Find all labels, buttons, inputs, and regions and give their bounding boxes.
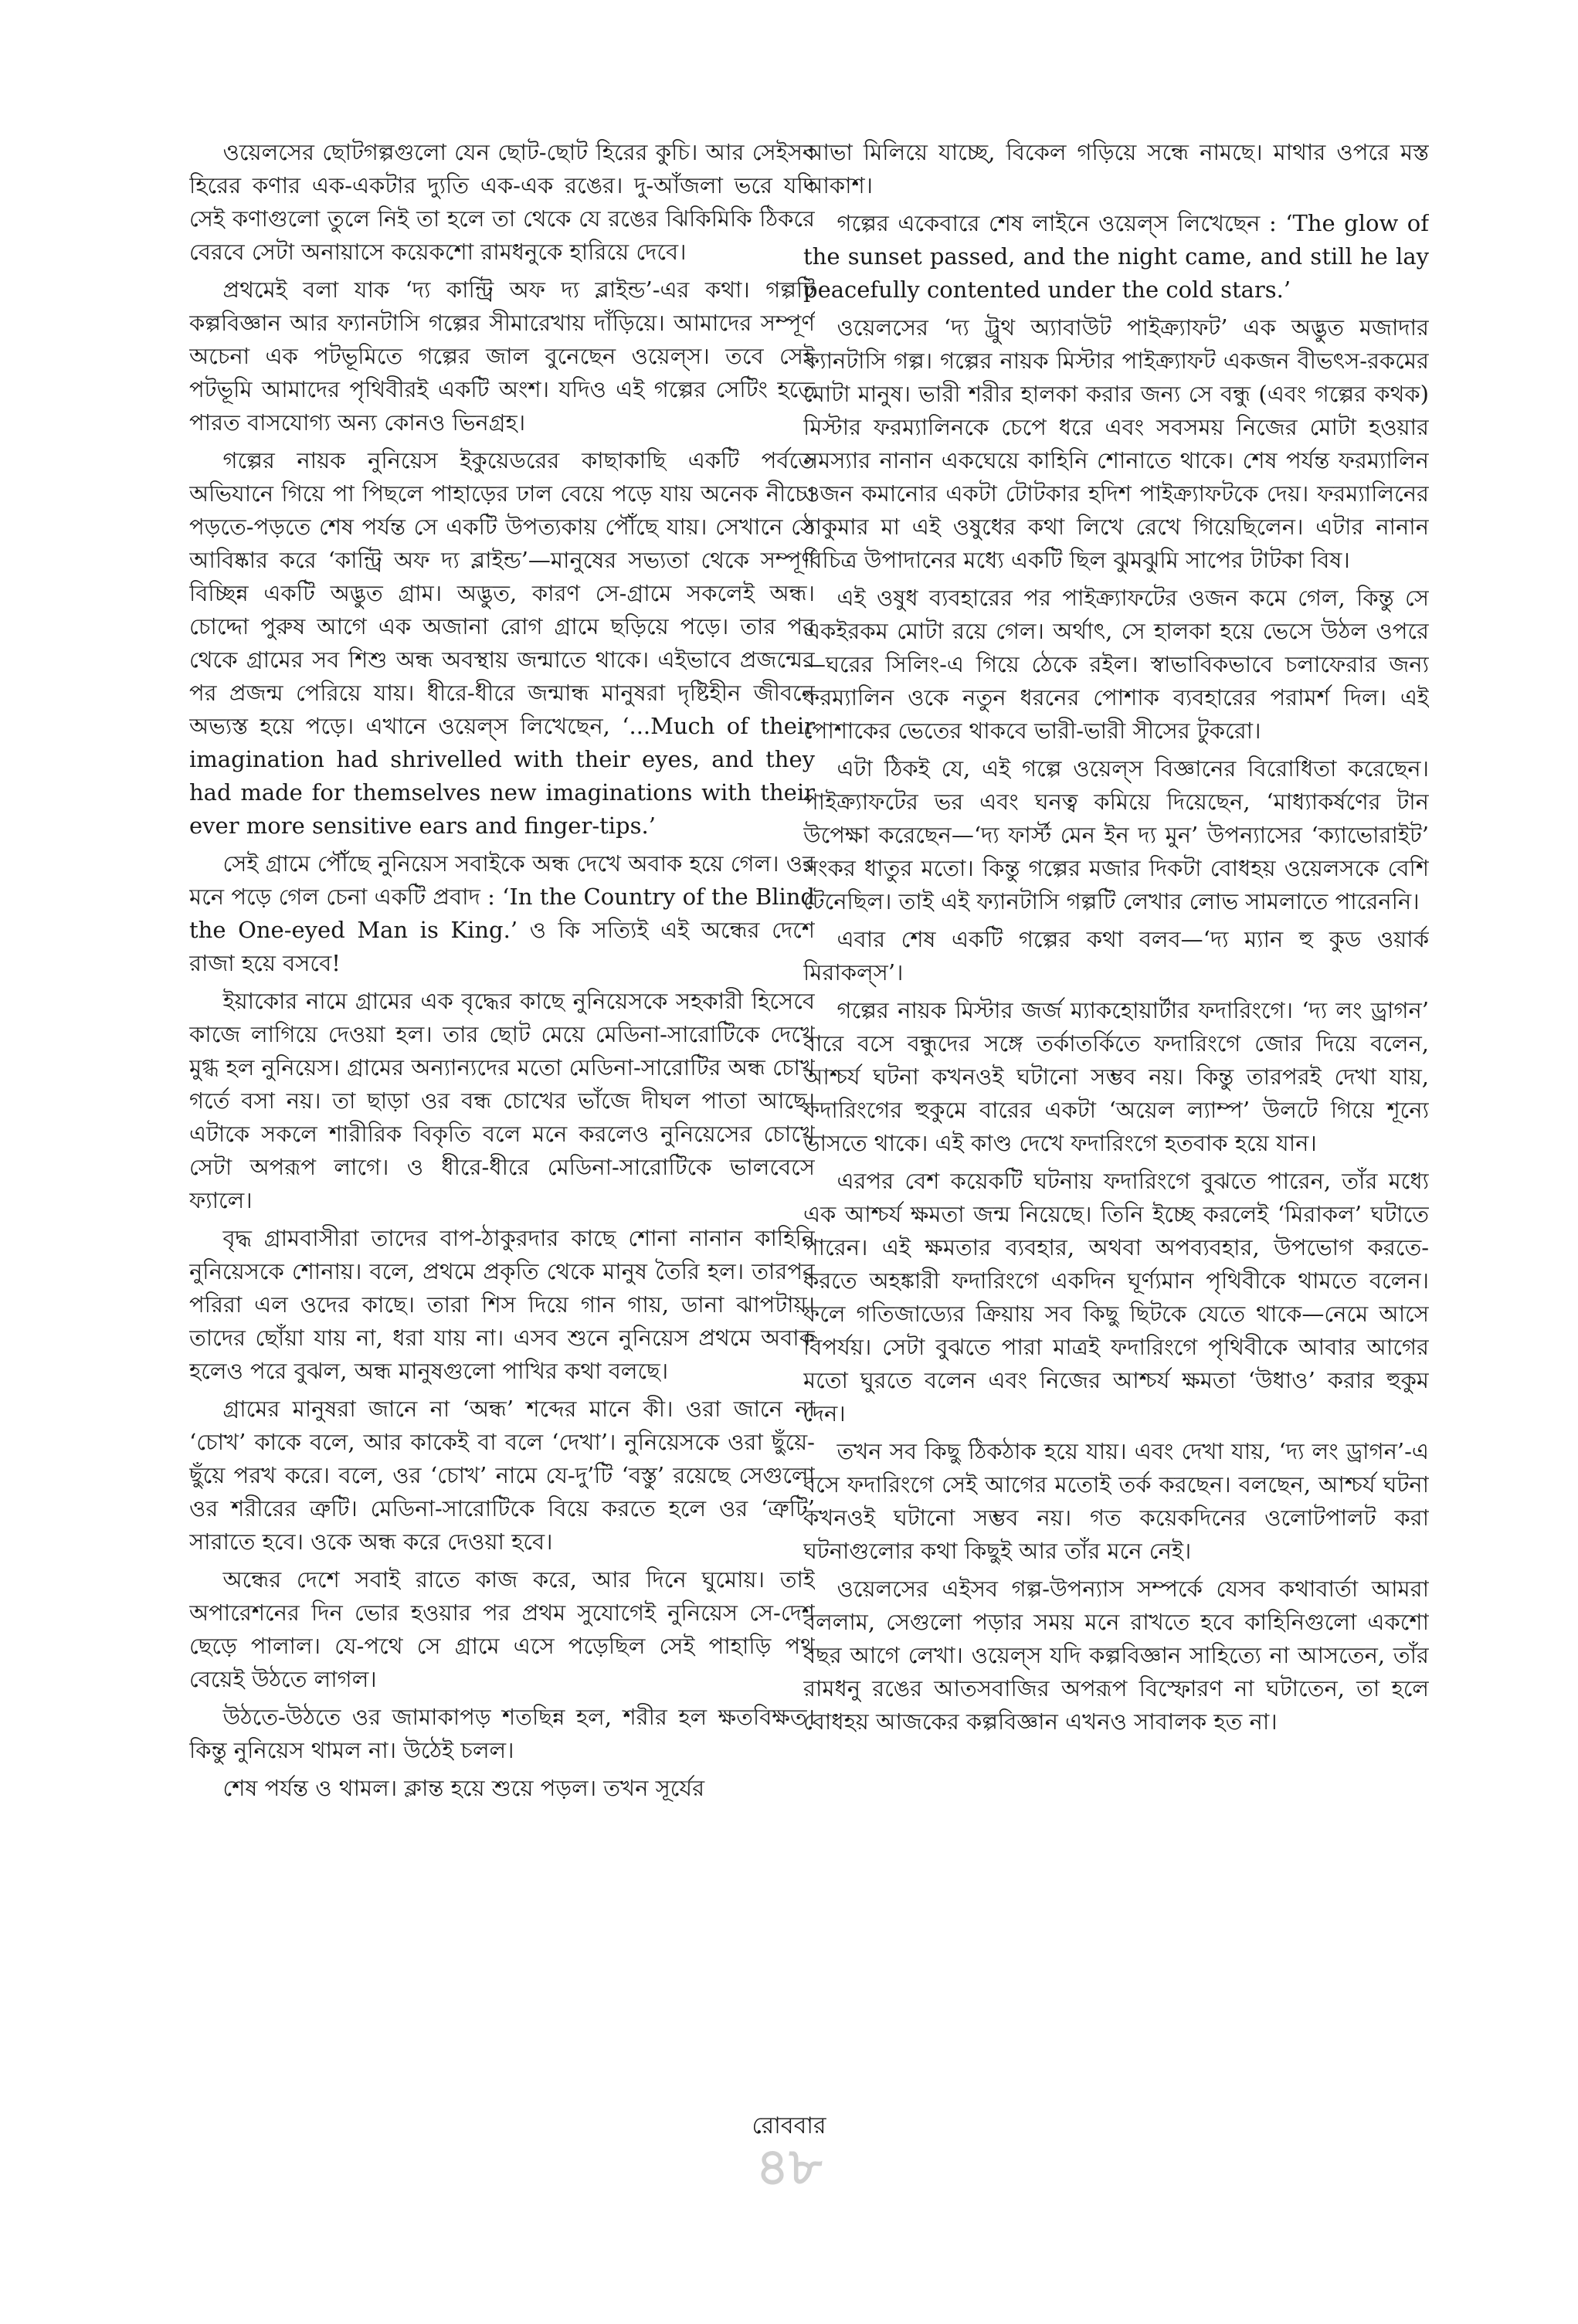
paragraph: এটা ঠিকই যে, এই গল্পে ওয়েল্স বিজ্ঞানের বিরোধিতা করেছেন। পাইক্র্যাফটের ভর এবং ঘনত্ব কমিয়ে দিয়েছেন, ‘মাধ্যাকর্ষণের টান উপেক্ষা করেছেন—‘দ্য ফার্স্ট মেন ইন দ্য মুন’ উপন্যাসের ‘ক্যাভোরাইট’ সংকর ধাতুর মতো। কিন্তু গল্পের মজার দিকটা বোধহয় ওয়েলসকে বেশি টেনেছিল। তাই এই ফ্যানটাসি গল্পটি লেখার লোভ সামলাতে পারেননি। [803,755,1429,914]
paragraph: অন্ধের দেশে সবাই রাতে কাজ করে, আর দিনে ঘুমোয়। তাই অপারেশনের দিন ভোর হওয়ার পর প্রথম সুযোগেই নুনিয়েস সে-দেশ ছেড়ে পালাল। যে-পথে সে গ্রামে এসে পড়েছিল সেই পাহাড়ি পথ বেয়েই উঠতে লাগল। [189,1566,815,1692]
left-column [189,136,815,2020]
paragraph: গল্পের একেবারে শেষ লাইনে ওয়েল্স লিখেছেন : ‘The glow of the sunset passed, and the night came, and still he lay peacefully contented under the cold stars.’ [803,210,1429,303]
paragraph: শেষ পর্যন্ত ও থামল। ক্লান্ত হয়ে শুয়ে পড়ল। তখন সূর্যের [222,1775,705,1801]
paragraph: ওয়েলসের ‘দ্য ট্রুথ অ্যাবাউট পাইক্র্যাফট’ এক অদ্ভুত মজাদার ফ্যানটাসি গল্প। গল্পের নায়ক মিস্টার পাইক্র্যাফট একজন বীভৎস-রকমের মোটা মানুষ। ভারী শরীর হালকা করার জন্য সে বন্ধু (এবং গল্পের কথক) মিস্টার ফরম্যালিনকে চেপে ধরে এবং সবসময় নিজের মোটা হওয়ার সমস্যার নানান একঘেয়ে কাহিনি শোনাতে থাকে। শেষ পর্যন্ত ফরম্যালিন ওজন কমানোর একটা টোটকার হদিশ পাইক্র্যাফটকে দেয়। ফরম্যালিনের ঠাকুমার মা এই ওষুধের কথা লিখে রেখে গিয়েছিলেন। এটার নানান বিচিত্র উপাদানের মধ্যে একটি ছিল ঝুমঝুমি সাপের টাটকা বিষ। [803,314,1429,573]
magazine-name: রোববার [752,2112,826,2139]
paragraph: গল্পের নায়ক নুনিয়েস ইকুয়েডরের কাছাকাছি একটি পর্বতে অভিযানে গিয়ে পা পিছলে পাহাড়ের ঢাল বেয়ে পড়ে যায় অনেক নীচে। পড়তে-পড়তে শেষ পর্যন্ত সে একটি উপত্যকায় পৌঁছে যায়। সেখানে সে আবিষ্কার করে ‘কান্ট্রি অফ দ্য ব্লাইন্ড’—মানুষের সভ্যতা থেকে সম্পূর্ণ বিচ্ছিন্ন একটি অদ্ভুত গ্রাম। অদ্ভুত, কারণ সে-গ্রামে সকলেই অন্ধ। চোদ্দো পুরুষ আগে এক অজানা রোগ গ্রামে ছড়িয়ে পড়ে। তার পর থেকে গ্রামের সব শিশু অন্ধ অবস্থায় জন্মাতে থাকে। এইভাবে প্রজন্মের পর প্রজন্ম পেরিয়ে যায়। ধীরে-ধীরে জন্মান্ধ মানুষরা দৃষ্টিহীন জীবনে অভ্যস্ত হয়ে পড়ে। এখানে ওয়েল্স লিখেছেন, ‘...Much of their imagination had shrivelled with their eyes, and they had made for themselves new imaginations with their ever more sensitive ears and finger-tips.’ [189,447,815,839]
paragraph: উঠতে-উঠতে ওর জামাকাপড় শতছিন্ন হল, শরীর হল ক্ষতবিক্ষত। কিন্তু নুনিয়েস থামল না। উঠেই চলল। [189,1704,815,1763]
paragraph: এবার শেষ একটি গল্পের কথা বলব—‘দ্য ম্যান হু কুড ওয়ার্ক মিরাকল্স’। [803,926,1429,986]
paragraph: বৃদ্ধ গ্রামবাসীরা তাদের বাপ-ঠাকুরদার কাছে শোনা নানান কাহিনি নুনিয়েসকে শোনায়। বলে, প্রথমে প্রকৃতি থেকে মানুষ তৈরি হল। তারপর পরিরা এল ওদের কাছে। তারা শিস দিয়ে গান গায়, ডানা ঝাপটায়। তাদের ছোঁয়া যায় না, ধরা যায় না। এসব শুনে নুনিয়েস প্রথমে অবাক হলেও পরে বুঝল, অন্ধ মানুষগুলো পাখির কথা বলছে। [189,1225,815,1384]
paragraph: ওয়েলসের ছোটগল্পগুলো যেন ছোট-ছোট হিরের কুচি। আর সেইসব হিরের কণার এক-একটার দ্যুতি এক-এক রঙের। দু-আঁজলা ভরে যদি সেই কণাগুলো তুলে নিই তা হলে তা থেকে যে রঙের ঝিকিমিকি ঠিকরে বেরবে সেটা অনায়াসে কয়েকশো রামধনুকে হারিয়ে দেবে। [189,139,815,265]
paragraph-continued: আভা মিলিয়ে যাচ্ছে, বিকেল গড়িয়ে সন্ধে নামছে। মাথার ওপরে মস্ত আকাশ। [803,139,1429,198]
paragraph: গল্পের নায়ক মিস্টার জর্জ ম্যাকহোয়ার্টার ফদারিংগে। ‘দ্য লং ড্রাগন’ বারে বসে বন্ধুদের সঙ্গে তর্কাতর্কিতে ফদারিংগে জোর দিয়ে বলেন, আশ্চর্য ঘটনা কখনওই ঘটানো সম্ভব নয়। কিন্তু তারপরই দেখা যায়, ফদারিংগের হুকুমে বারের একটা ‘অয়েল ল্যাম্প’ উলটে গিয়ে শূন্যে ভাসতে থাকে। এই কাণ্ড দেখে ফদারিংগে হতবাক হয়ে যান। [803,997,1429,1156]
paragraph: এই ওষুধ ব্যবহারের পর পাইক্র্যাফটের ওজন কমে গেল, কিন্তু সে একইরকম মোটা রয়ে গেল। অর্থাৎ, সে হালকা হয়ে ভেসে উঠল ওপরে—ঘরের সিলিং-এ গিয়ে ঠেকে রইল। স্বাভাবিকভাবে চলাফেরার জন্য ফরম্যালিন ওকে নতুন ধরনের পোশাক ব্যবহারের পরামর্শ দিল। এই পোশাকের ভেতের থাকবে ভারী-ভারী সীসের টুকরো। [803,585,1429,744]
right-column [803,136,1429,1742]
paragraph: সেই গ্রামে পৌঁছে নুনিয়েস সবাইকে অন্ধ দেখে অবাক হয়ে গেল। ওর মনে পড়ে গেল চেনা একটি প্রবাদ : ‘In the Country of the Blind the One-eyed Man is King.’ ও কি সত্যিই এই অন্ধের দেশে রাজা হয়ে বসবে! [189,850,815,976]
page-number: ৪৮ [755,2137,823,2197]
paragraph: ওয়েলসের এইসব গল্প-উপন্যাস সম্পর্কে যেসব কথাবার্তা আমরা বললাম, সেগুলো পড়ার সময় মনে রাখতে হবে কাহিনিগুলো একশো বছর আগে লেখা। ওয়েল্স যদি কল্পবিজ্ঞান সাহিত্যে না আসতেন, তাঁর রামধনু রঙের আতসবাজির অপরূপ বিস্ফোরণ না ঘটাতেন, তা হলে বোধহয় আজকের কল্পবিজ্ঞান এখনও সাবালক হত না। [803,1576,1429,1735]
paragraph: গ্রামের মানুষরা জানে না ‘অন্ধ’ শব্দের মানে কী। ওরা জানে না ‘চোখ’ কাকে বলে, আর কাকেই বা বলে ‘দেখা’। নুনিয়েসকে ওরা ছুঁয়ে-ছুঁয়ে পরখ করে। বলে, ওর ‘চোখ’ নামে যে-দু’টি ‘বস্তু’ রয়েছে সেগুলো ওর শরীরের ত্রুটি। মেডিনা-সারোটিকে বিয়ে করতে হলে ওর ‘ত্রুটি’ সারাতে হবে। ওকে অন্ধ করে দেওয়া হবে। [189,1396,815,1555]
paragraph: ইয়াকোর নামে গ্রামের এক বৃদ্ধের কাছে নুনিয়েসকে সহকারী হিসেবে কাজে লাগিয়ে দেওয়া হল। তার ছোট মেয়ে মেডিনা-সারোটিকে দেখে মুগ্ধ হল নুনিয়েস। গ্রামের অন্যান্যদের মতো মেডিনা-সারোটির অন্ধ চোখ গর্তে বসা নয়। তা ছাড়া ওর বন্ধ চোখের ভাঁজে দীঘল পাতা আছে। এটাকে সকলে শারীরিক বিকৃতি বলে মনে করলেও নুনিয়েসের চোখে সেটা অপরূপ লাগে। ও ধীরে-ধীরে মেডিনা-সারোটিকে ভালবেসে ফ্যালে। [189,988,815,1213]
paragraph: প্রথমেই বলা যাক ‘দ্য কান্ট্রি অফ দ্য ব্লাইন্ড’-এর কথা। গল্পটি কল্পবিজ্ঞান আর ফ্যানটাসি গল্পের সীমারেখায় দাঁড়িয়ে। আমাদের সম্পূর্ণ অচেনা এক পটভূমিতে গল্পের জাল বুনেছেন ওয়েল্স। তবে সেই পটভূমি আমাদের পৃথিবীরই একটি অংশ। যদিও এই গল্পের সেটিং হতে পারত বাসযোগ্য অন্য কোনও ভিনগ্রহ। [189,277,815,436]
paragraph: এরপর বেশ কয়েকটি ঘটনায় ফদারিংগে বুঝতে পারেন, তাঁর মধ্যে এক আশ্চর্য ক্ষমতা জন্ম নিয়েছে। তিনি ইচ্ছে করলেই ‘মিরাকল’ ঘটাতে পারেন। এই ক্ষমতার ব্যবহার, অথবা অপব্যবহার, উপভোগ করতে-করতে অহঙ্কারী ফদারিংগে একদিন ঘূর্ণ্যমান পৃথিবীকে থামতে বলেন। ফলে গতিজাড্যের ক্রিয়ায় সব কিছু ছিটকে যেতে থাকে—নেমে আসে বিপর্যয়। সেটা বুঝতে পারা মাত্রই ফদারিংগে পৃথিবীকে আবার আগের মতো ঘুরতে বলেন এবং নিজের আশ্চর্য ক্ষমতা ‘উধাও’ করার হুকুম দেন। [803,1168,1429,1427]
paragraph: তখন সব কিছু ঠিকঠাক হয়ে যায়। এবং দেখা যায়, ‘দ্য লং ড্রাগন’-এ বসে ফদারিংগে সেই আগের মতোই তর্ক করছেন। বলছেন, আশ্চর্য ঘটনা কখনওই ঘটানো সম্ভব নয়। গত কয়েকদিনের ওলোটপালট করা ঘটনাগুলোর কথা কিছুই আর তাঁর মনে নেই। [803,1438,1429,1564]
page-footer [0,2112,1578,2197]
